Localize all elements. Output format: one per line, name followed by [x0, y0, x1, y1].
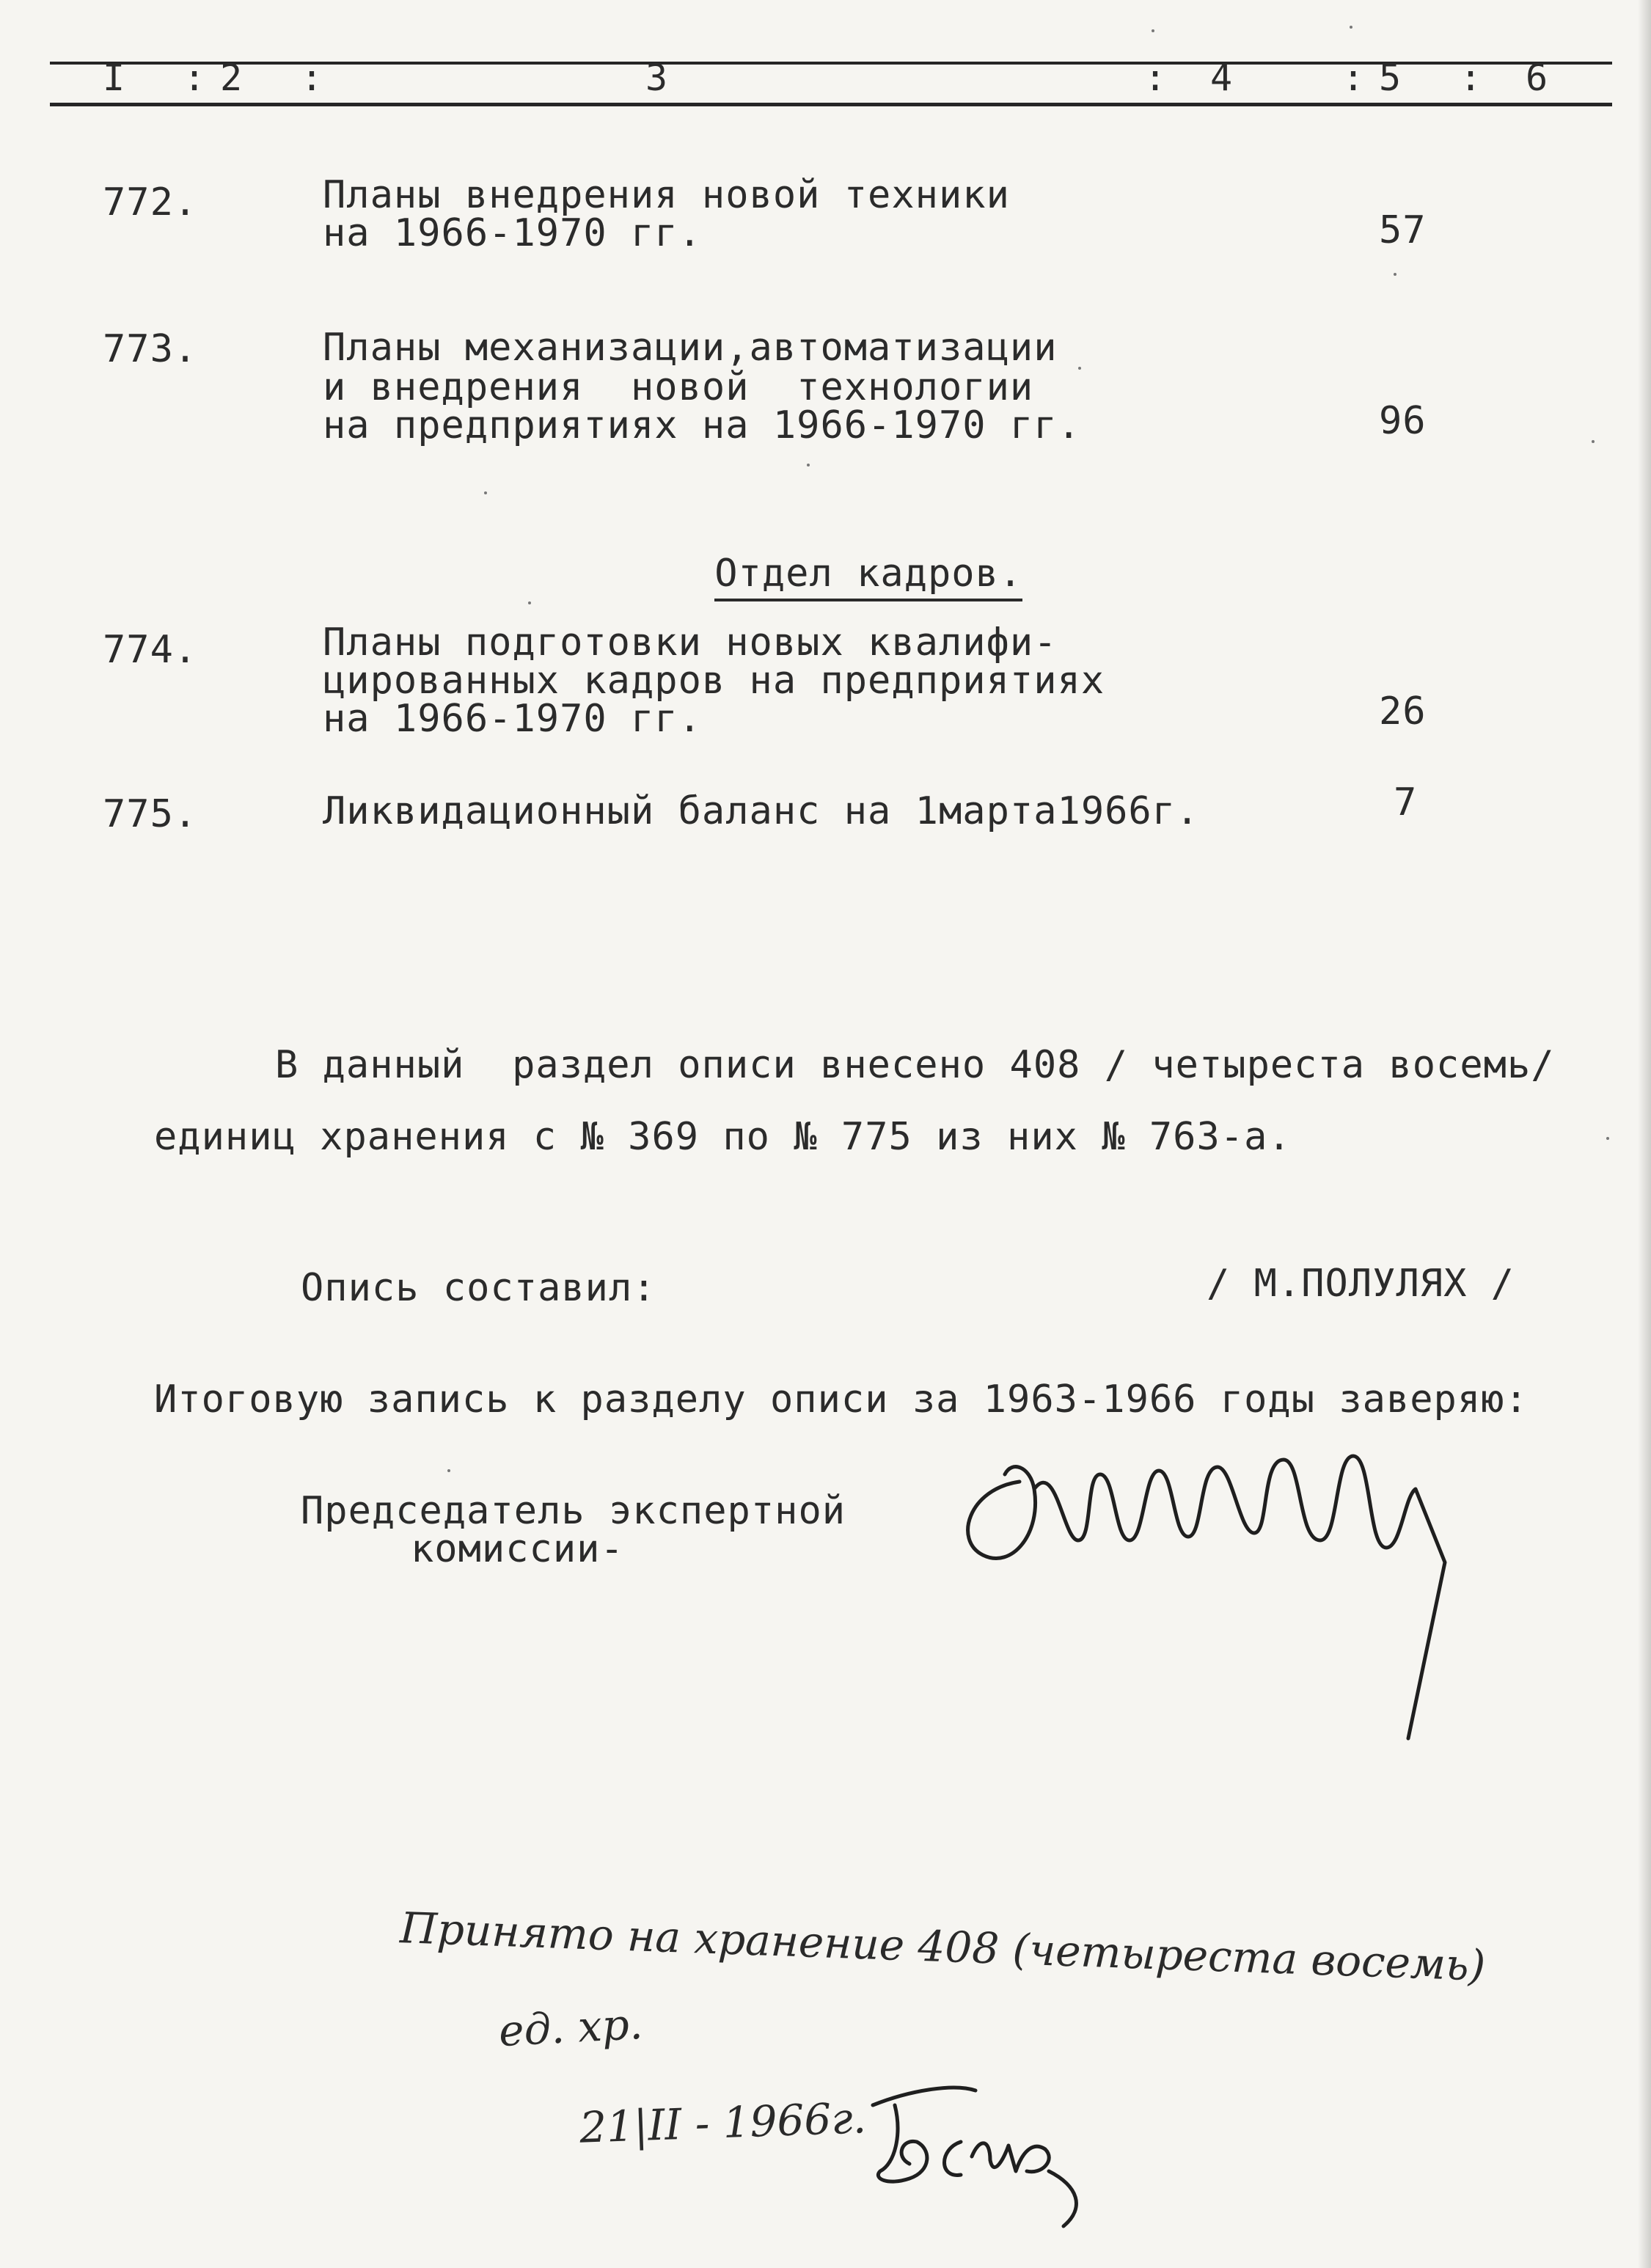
scan-speck: [528, 601, 531, 604]
chairman-title: Председатель экспертной: [301, 1489, 846, 1533]
summary-line-2: единиц хранения с № 369 по № 775 из них № 763-а.: [154, 1115, 1292, 1159]
chairman-signature: [939, 1430, 1496, 1753]
entry-number: 775.: [103, 792, 198, 836]
header-col-1: I: [103, 56, 125, 99]
entry-title-line: Ликвидационный баланс на 1марта1966г.: [323, 789, 1200, 833]
summary-line-1: В данный раздел описи внесено 408 / четыреста восемь/: [275, 1043, 1555, 1087]
scan-speck: [1394, 273, 1396, 276]
header-col-4: 4: [1210, 56, 1233, 99]
header-col-6: 6: [1526, 56, 1548, 99]
scan-speck: [1152, 29, 1154, 32]
handwritten-note-line-2: ед. хр.: [497, 1998, 644, 2057]
section-heading-text: Отдел кадров.: [714, 552, 1022, 601]
header-bottom-rule: [50, 103, 1612, 106]
header-col-2: 2: [220, 56, 243, 99]
handwritten-note-line-1: Принято на хранение 408 (четыреста восемь): [399, 1903, 1487, 1991]
entry-number: 773.: [103, 327, 198, 371]
compiler-label: Опись составил:: [301, 1266, 656, 1310]
entry-title-line: Планы внедрения новой техники: [323, 173, 1010, 217]
scan-speck: [1350, 26, 1352, 29]
scan-edge-shadow: [1638, 0, 1651, 2268]
chairman-title-2: комиссии-: [411, 1527, 624, 1571]
entry-title-line: на 1966-1970 гг.: [323, 697, 702, 741]
section-heading: [620, 512, 1022, 635]
certification-line: Итоговую запись к разделу описи за 1963-1966 годы заверяю:: [154, 1378, 1529, 1422]
header-sep: :: [183, 56, 206, 99]
scan-speck: [807, 464, 810, 467]
header-col-5: 5: [1379, 56, 1402, 99]
header-col-3: 3: [645, 56, 668, 99]
entry-sheets: 26: [1379, 689, 1427, 734]
entry-sheets: 7: [1394, 780, 1418, 824]
scan-speck: [447, 1469, 450, 1472]
entry-title-line: на 1966-1970 гг.: [323, 211, 702, 255]
entry-number: 774.: [103, 628, 198, 672]
header-sep: :: [1460, 56, 1482, 99]
scan-speck: [484, 491, 487, 494]
entry-sheets: 96: [1379, 399, 1427, 443]
receiver-signature: [851, 2068, 1115, 2237]
entry-title-line: и внедрения новой технологии: [323, 365, 1034, 409]
header-sep: :: [1342, 56, 1365, 99]
header-sep: :: [1144, 56, 1167, 99]
scan-speck: [1592, 440, 1595, 443]
entry-title-line: на предприятиях на 1966-1970 гг.: [323, 403, 1081, 447]
compiler-name: / М.ПОЛУЛЯХ /: [1207, 1262, 1515, 1306]
scan-speck: [1078, 367, 1081, 370]
entry-title-line: Планы механизации,автоматизации: [323, 326, 1058, 370]
entry-title-line: цированных кадров на предприятиях: [323, 659, 1105, 703]
scan-speck: [1606, 1137, 1609, 1140]
header-top-rule: [50, 62, 1612, 65]
header-sep: :: [301, 56, 323, 99]
entry-title-line: Планы подготовки новых квалифи-: [323, 621, 1058, 665]
entry-sheets: 57: [1379, 208, 1427, 252]
entry-number: 772.: [103, 180, 198, 224]
handwritten-note-date: 21|II - 1966г.: [578, 2093, 868, 2153]
